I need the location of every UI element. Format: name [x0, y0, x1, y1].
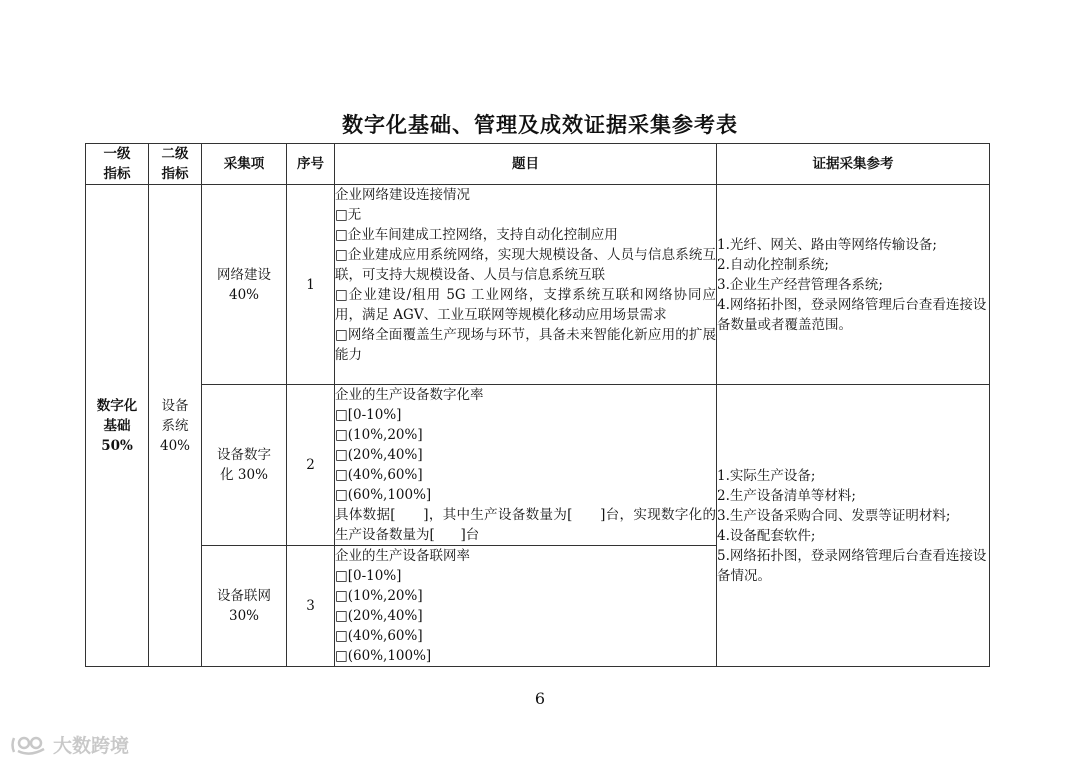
topic-cell: 企业的生产设备联网率 □[0-10%] □(10%,20%] □(20%,40%] □(40%,60%] □(60%,100%]: [335, 546, 717, 667]
seq-cell: 1: [287, 185, 335, 385]
page-number: 6: [534, 689, 546, 708]
level1-cell: 数字化 基础 50%: [86, 185, 149, 667]
watermark-logo-icon: [10, 734, 50, 756]
item-cell: 设备数字 化 30%: [202, 385, 287, 546]
topic-cell: 企业网络建设连接情况 □无 □企业车间建成工控网络，支持自动化控制应用 □企业建成应用系统网络，实现大规模设备、人员与信息系统互联，可支持大规模设备、人员与信息系统互联 □企业建设/租用 5G 工业网络，支撑系统互联和网络协同应用，满足 AGV、工业互联网等规模化移动应用场景需求 □网络全面覆盖生产现场与环节，具备未来智能化新应用的扩展能力: [335, 185, 717, 385]
header-row: [86, 144, 990, 185]
watermark-text: 大数跨境: [53, 735, 130, 757]
evidence-cell: 1.光纤、网关、路由等网络传输设备; 2.自动化控制系统; 3.企业生产经营管理各系统; 4.网络拓扑图，登录网络管理后台查看连接设备数量或者覆盖范围。: [717, 185, 990, 385]
evidence-table: [85, 143, 990, 667]
table-row: [86, 385, 990, 546]
header-evidence: 证据采集参考: [717, 144, 990, 185]
watermark: [10, 731, 129, 758]
seq-cell: 3: [287, 546, 335, 667]
header-topic: 题目: [335, 144, 717, 185]
table-row: [86, 185, 990, 385]
evidence-cell: 1.实际生产设备; 2.生产设备清单等材料; 3.生产设备采购合同、发票等证明材料; 4.设备配套软件; 5.网络拓扑图，登录网络管理后台查看连接设备情况。: [717, 385, 990, 667]
seq-cell: 2: [287, 385, 335, 546]
header-level1: 一级 指标: [86, 144, 149, 185]
item-cell: 网络建设 40%: [202, 185, 287, 385]
header-seq: 序号: [287, 144, 335, 185]
document-title: 数字化基础、管理及成效证据采集参考表: [342, 112, 738, 137]
item-cell: 设备联网 30%: [202, 546, 287, 667]
header-item: 采集项: [202, 144, 287, 185]
topic-cell: 企业的生产设备数字化率 □[0-10%] □(10%,20%] □(20%,40%] □(40%,60%] □(60%,100%] 具体数据[ ]，其中生产设备数量为[ ]台，实现数字化的生产设备数量为[ ]台: [335, 385, 717, 546]
header-level2: 二级 指标: [149, 144, 202, 185]
level2-cell: 设备 系统 40%: [149, 185, 202, 667]
